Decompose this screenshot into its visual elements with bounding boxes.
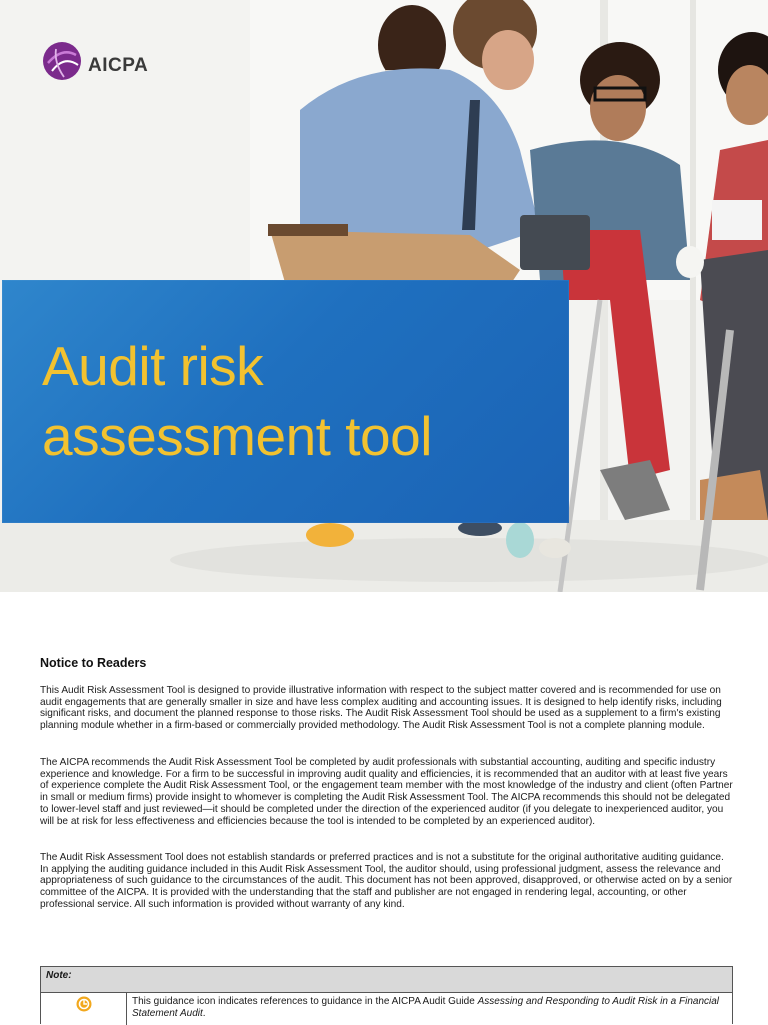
note-text <box>127 993 732 1025</box>
note-guide-title: Assessing and Responding to Audit Risk in a Financial Statement Audit <box>132 996 720 1019</box>
note-text-prefix: This guidance icon indicates references to guidance in the AICPA Audit Guide <box>132 996 478 1007</box>
title-panel <box>2 280 569 523</box>
notice-paragraph-1: This Audit Risk Assessment Tool is designed to provide illustrative information with respect to the subject matter covered and is recommended for use on audit engagements that are generally smaller in size and have less complex auditing and accounting issues. It is designed to help identify risks, including significant risks, and document the planned response to those risks. The Audit Risk Assessment Tool should be used as a supplement to a firm's existing planning module whether in a firm-based or commercially provided methodology. The Audit Risk Assessment Tool is not a complete planning module. <box>40 685 722 732</box>
note-table <box>40 966 733 1024</box>
notice-paragraph-3: The Audit Risk Assessment Tool does not establish standards or preferred practices and is not a substitute for the original authoritative auditing guidance. In applying the auditing guidance included in this Audit Risk Assessment Tool, the auditor should, using professional judgment, assess the relevance and appropriateness of such guidance to the circumstances of the audit. This document has not been approved, disapproved, or otherwise acted on by a senior committee of the AICPA. It is provided with the understanding that the staff and publisher are not engaged in rendering legal, accounting, or other professional service. All such information is provided without warranty of any kind. <box>40 852 733 910</box>
cover-title-line-2: assessment tool <box>42 405 432 467</box>
brand-name: AICPA <box>88 55 149 76</box>
guidance-icon <box>76 996 92 1012</box>
note-table-header: Note: <box>41 967 732 993</box>
note-icon-cell <box>41 993 127 1025</box>
notice-paragraph-2: The AICPA recommends the Audit Risk Assessment Tool be completed by audit professionals with substantial accounting, auditing and specific industry experience and knowledge. For a firm to be successful in improving audit quality and efficiencies, it is recommended that an auditor with at least five years of experience complete the Audit Risk Assessment Tool, or the engagement team member with the most knowledge of the industry and client (often Partner in small or medium firms) provide insight to whomever is completing the Audit Risk Assessment Tool. The AICPA recommends this should not be delegated to lower-level staff and just reviewed—it should be completed under the direction of the experienced auditor (if you delegate to inexperienced auditor, you will be at risk for less effectiveness and efficiencies because the tool is intended to be completed by an experienced auditor). <box>40 757 733 827</box>
note-table-row <box>41 993 732 1025</box>
cover-title-line-1: Audit risk <box>42 335 264 397</box>
notice-heading: Notice to Readers <box>40 656 147 670</box>
aicpa-globe-icon <box>42 41 82 81</box>
aicpa-logo <box>42 41 148 81</box>
note-text-suffix: . <box>202 1008 206 1019</box>
